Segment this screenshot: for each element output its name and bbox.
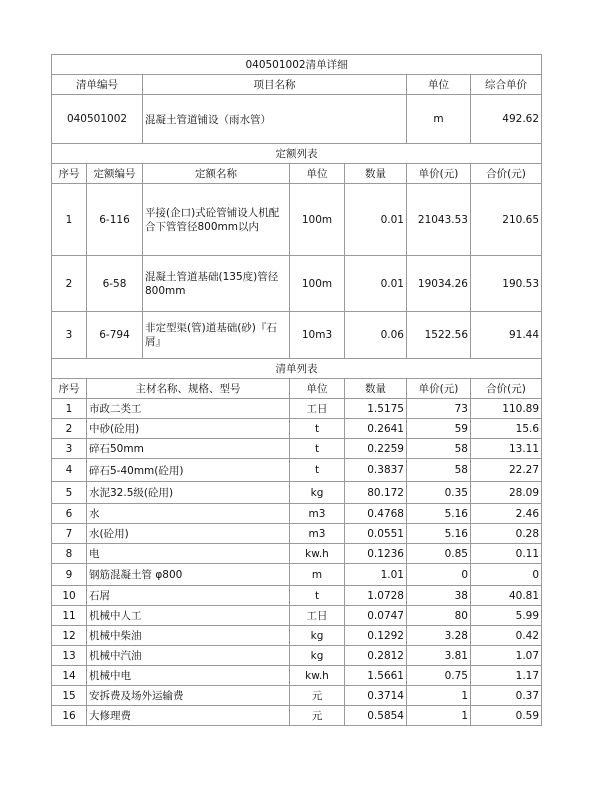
- list-name: 水: [87, 504, 290, 524]
- list-price: 1: [407, 706, 471, 726]
- list-unit: t: [290, 459, 345, 482]
- list-unit: kw.h: [290, 544, 345, 564]
- list-total: 1.17: [471, 666, 542, 686]
- list-unit: t: [290, 586, 345, 606]
- list-qty: 0.1236: [345, 544, 407, 564]
- list-total: 1.07: [471, 646, 542, 666]
- quota-seq: 2: [52, 256, 87, 312]
- list-qty: 0.5854: [345, 706, 407, 726]
- list-seq-header: 序号: [52, 379, 87, 399]
- list-seq: 11: [52, 606, 87, 626]
- list-name: 机械中人工: [87, 606, 290, 626]
- list-price: 0.75: [407, 666, 471, 686]
- bill-code: 040501002: [52, 95, 143, 144]
- list-qty: 1.5661: [345, 666, 407, 686]
- list-price: 38: [407, 586, 471, 606]
- list-price: 5.16: [407, 504, 471, 524]
- list-seq: 5: [52, 482, 87, 504]
- quota-price: 21043.53: [407, 184, 471, 256]
- list-unit: 工日: [290, 606, 345, 626]
- list-price: 0.35: [407, 482, 471, 504]
- list-unit: kg: [290, 626, 345, 646]
- quota-unit-header: 单位: [290, 164, 345, 184]
- list-qty: 0.3714: [345, 686, 407, 706]
- list-unit: kg: [290, 646, 345, 666]
- list-row: [52, 544, 542, 564]
- list-seq: 1: [52, 399, 87, 419]
- bill-unit-price: 492.62: [471, 95, 542, 144]
- quota-seq: 1: [52, 184, 87, 256]
- list-total: 0.28: [471, 524, 542, 544]
- quota-code: 6-116: [87, 184, 143, 256]
- quota-section-row: [52, 144, 542, 164]
- list-seq: 8: [52, 544, 87, 564]
- list-name: 机械中汽油: [87, 646, 290, 666]
- list-seq: 3: [52, 439, 87, 459]
- bill-row: [52, 95, 542, 144]
- list-row: [52, 439, 542, 459]
- list-qty: 1.0728: [345, 586, 407, 606]
- list-qty: 0.2259: [345, 439, 407, 459]
- list-qty: 0.2812: [345, 646, 407, 666]
- quota-name: 非定型渠(管)道基础(砂)『石屑』: [143, 312, 290, 359]
- list-name: 中砂(砼用): [87, 419, 290, 439]
- quota-row: [52, 184, 542, 256]
- list-unit: 元: [290, 686, 345, 706]
- bill-unit-header: 单位: [407, 75, 471, 95]
- list-qty: 0.2641: [345, 419, 407, 439]
- quota-unit: 100m: [290, 184, 345, 256]
- list-price: 0.85: [407, 544, 471, 564]
- list-total: 0.11: [471, 544, 542, 564]
- list-row: [52, 504, 542, 524]
- list-price: 73: [407, 399, 471, 419]
- list-row: [52, 706, 542, 726]
- list-row: [52, 399, 542, 419]
- quota-qty: 0.01: [345, 184, 407, 256]
- list-seq: 4: [52, 459, 87, 482]
- list-row: [52, 646, 542, 666]
- list-total-header: 合价(元): [471, 379, 542, 399]
- list-price: 80: [407, 606, 471, 626]
- quota-total-header: 合价(元): [471, 164, 542, 184]
- list-row: [52, 686, 542, 706]
- quota-unit: 10m3: [290, 312, 345, 359]
- list-unit: t: [290, 419, 345, 439]
- list-seq: 14: [52, 666, 87, 686]
- list-price: 3.81: [407, 646, 471, 666]
- list-unit-header: 单位: [290, 379, 345, 399]
- quota-price: 19034.26: [407, 256, 471, 312]
- list-name: 水(砼用): [87, 524, 290, 544]
- list-unit: kw.h: [290, 666, 345, 686]
- list-row: [52, 482, 542, 504]
- list-unit: 元: [290, 706, 345, 726]
- title-row: [52, 55, 542, 75]
- quota-total: 210.65: [471, 184, 542, 256]
- quota-price-header: 单价(元): [407, 164, 471, 184]
- list-total: 13.11: [471, 439, 542, 459]
- list-price: 0: [407, 564, 471, 586]
- list-row: [52, 586, 542, 606]
- quota-name: 平接(企口)式砼管铺设人机配合下管管径800mm以内: [143, 184, 290, 256]
- list-total: 0.59: [471, 706, 542, 726]
- list-price: 3.28: [407, 626, 471, 646]
- bill-code-header: 清单编号: [52, 75, 143, 95]
- list-seq: 2: [52, 419, 87, 439]
- list-total: 110.89: [471, 399, 542, 419]
- bill-detail-table: [51, 54, 542, 726]
- list-qty: 1.01: [345, 564, 407, 586]
- list-name: 碎石5-40mm(砼用): [87, 459, 290, 482]
- quota-total: 91.44: [471, 312, 542, 359]
- list-row: [52, 666, 542, 686]
- list-price: 58: [407, 439, 471, 459]
- list-qty: 0.0747: [345, 606, 407, 626]
- list-price: 5.16: [407, 524, 471, 544]
- list-total: 28.09: [471, 482, 542, 504]
- list-section-row: [52, 359, 542, 379]
- list-row: [52, 419, 542, 439]
- quota-name: 混凝土管道基础(135度)管径800mm: [143, 256, 290, 312]
- list-seq: 16: [52, 706, 87, 726]
- list-row: [52, 564, 542, 586]
- list-unit: m: [290, 564, 345, 586]
- list-row: [52, 626, 542, 646]
- list-seq: 7: [52, 524, 87, 544]
- list-name: 市政二类工: [87, 399, 290, 419]
- list-name: 机械中电: [87, 666, 290, 686]
- quota-name-header: 定额名称: [143, 164, 290, 184]
- quota-total: 190.53: [471, 256, 542, 312]
- list-total: 2.46: [471, 504, 542, 524]
- list-total: 0.42: [471, 626, 542, 646]
- bill-header-row: [52, 75, 542, 95]
- list-row: [52, 524, 542, 544]
- list-seq: 15: [52, 686, 87, 706]
- quota-unit: 100m: [290, 256, 345, 312]
- list-qty: 80.172: [345, 482, 407, 504]
- list-row: [52, 606, 542, 626]
- list-total: 5.99: [471, 606, 542, 626]
- list-name-header: 主材名称、规格、型号: [87, 379, 290, 399]
- list-name: 电: [87, 544, 290, 564]
- list-total: 0: [471, 564, 542, 586]
- quota-code: 6-58: [87, 256, 143, 312]
- quota-qty: 0.06: [345, 312, 407, 359]
- quota-seq: 3: [52, 312, 87, 359]
- list-unit: t: [290, 439, 345, 459]
- list-unit: 工日: [290, 399, 345, 419]
- list-seq: 13: [52, 646, 87, 666]
- table-title: 040501002清单详细: [52, 55, 542, 75]
- list-qty: 0.1292: [345, 626, 407, 646]
- list-seq: 10: [52, 586, 87, 606]
- list-name: 碎石50mm: [87, 439, 290, 459]
- list-seq: 6: [52, 504, 87, 524]
- quota-header-row: [52, 164, 542, 184]
- list-row: [52, 459, 542, 482]
- list-qty: 0.4768: [345, 504, 407, 524]
- list-total: 0.37: [471, 686, 542, 706]
- list-qty: 1.5175: [345, 399, 407, 419]
- list-total: 15.6: [471, 419, 542, 439]
- list-qty: 0.0551: [345, 524, 407, 544]
- list-price-header: 单价(元): [407, 379, 471, 399]
- list-price: 59: [407, 419, 471, 439]
- bill-unit: m: [407, 95, 471, 144]
- list-name: 水泥32.5级(砼用): [87, 482, 290, 504]
- list-seq: 12: [52, 626, 87, 646]
- list-total: 22.27: [471, 459, 542, 482]
- quota-row: [52, 312, 542, 359]
- list-name: 大修理费: [87, 706, 290, 726]
- quota-section-title: 定额列表: [52, 144, 542, 164]
- list-price: 58: [407, 459, 471, 482]
- quota-row: [52, 256, 542, 312]
- list-qty: 0.3837: [345, 459, 407, 482]
- list-price: 1: [407, 686, 471, 706]
- quota-qty: 0.01: [345, 256, 407, 312]
- list-unit: kg: [290, 482, 345, 504]
- list-unit: m3: [290, 524, 345, 544]
- bill-price-header: 综合单价: [471, 75, 542, 95]
- list-unit: m3: [290, 504, 345, 524]
- list-name: 钢筋混凝土管 φ800: [87, 564, 290, 586]
- list-seq: 9: [52, 564, 87, 586]
- bill-name-header: 项目名称: [143, 75, 407, 95]
- quota-seq-header: 序号: [52, 164, 87, 184]
- quota-code-header: 定额编号: [87, 164, 143, 184]
- list-qty-header: 数量: [345, 379, 407, 399]
- bill-name: 混凝土管道铺设（雨水管）: [143, 95, 407, 144]
- list-name: 石屑: [87, 586, 290, 606]
- list-total: 40.81: [471, 586, 542, 606]
- quota-price: 1522.56: [407, 312, 471, 359]
- quota-qty-header: 数量: [345, 164, 407, 184]
- list-name: 机械中柴油: [87, 626, 290, 646]
- list-section-title: 清单列表: [52, 359, 542, 379]
- quota-code: 6-794: [87, 312, 143, 359]
- list-name: 安拆费及场外运输费: [87, 686, 290, 706]
- list-header-row: [52, 379, 542, 399]
